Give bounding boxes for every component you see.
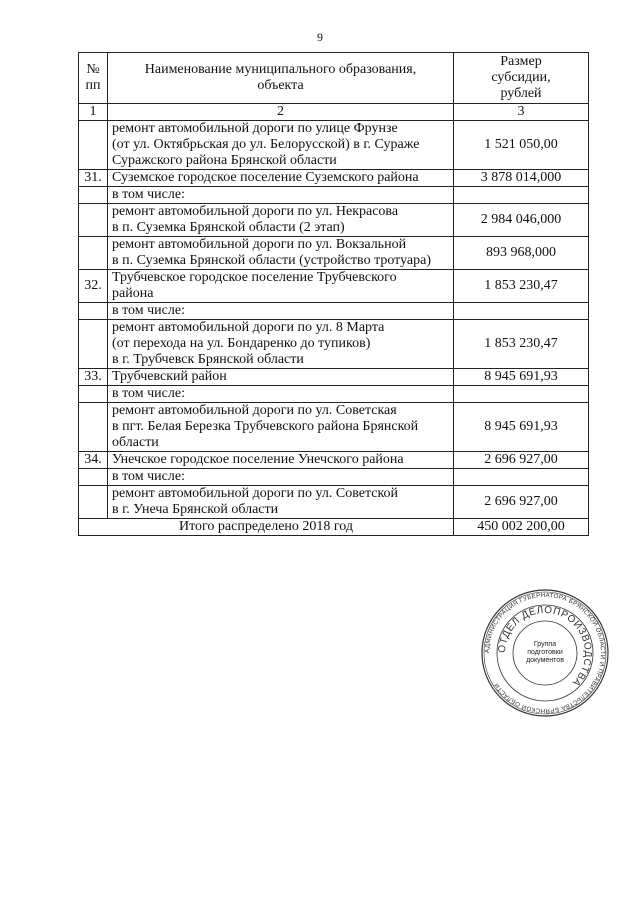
table-row <box>79 170 589 187</box>
row-number <box>79 121 108 170</box>
row-number <box>79 303 108 320</box>
row-number: 31. <box>79 170 108 187</box>
row-number <box>79 486 108 519</box>
row-amount <box>454 187 589 204</box>
row-amount <box>454 386 589 403</box>
subsidy-table <box>78 52 589 536</box>
table-row <box>79 187 589 204</box>
row-name: Трубчевское городское поселение Трубчевского района <box>108 270 454 303</box>
table-row <box>79 303 589 320</box>
column-index: 1 <box>79 104 108 121</box>
row-number <box>79 237 108 270</box>
table-row <box>79 237 589 270</box>
row-number <box>79 204 108 237</box>
total-amount: 450 002 200,00 <box>454 519 589 536</box>
stamp-center-text <box>480 588 610 718</box>
row-name: ремонт автомобильной дороги по ул. Советской в г. Унеча Брянской области <box>108 486 454 519</box>
table-row <box>79 403 589 452</box>
row-number: 33. <box>79 369 108 386</box>
row-number <box>79 187 108 204</box>
row-name: ремонт автомобильной дороги по ул. Советская в пгт. Белая Березка Трубчевского района Брянской области <box>108 403 454 452</box>
row-amount: 3 878 014,000 <box>454 170 589 187</box>
row-amount <box>454 469 589 486</box>
official-stamp <box>480 588 610 718</box>
row-name: в том числе: <box>108 469 454 486</box>
table-row <box>79 121 589 170</box>
column-index-row <box>79 104 589 121</box>
row-amount: 2 984 046,000 <box>454 204 589 237</box>
row-name: ремонт автомобильной дороги по ул. Вокзальной в п. Суземка Брянской области (устройство тротуара) <box>108 237 454 270</box>
page-number: 9 <box>317 30 323 44</box>
row-amount <box>454 303 589 320</box>
row-name: Трубчевский район <box>108 369 454 386</box>
table-row <box>79 204 589 237</box>
total-row <box>79 519 589 536</box>
column-index: 2 <box>108 104 454 121</box>
header-name: Наименование муниципального образования, объекта <box>108 53 454 104</box>
row-name: ремонт автомобильной дороги по ул. 8 Марта (от перехода на ул. Бондаренко до тупиков) в г. Трубчевск Брянской области <box>108 320 454 369</box>
row-name: в том числе: <box>108 187 454 204</box>
row-number <box>79 320 108 369</box>
row-amount: 1 853 230,47 <box>454 270 589 303</box>
table-row <box>79 320 589 369</box>
table-row <box>79 452 589 469</box>
row-number: 34. <box>79 452 108 469</box>
svg-text:ОТДЕЛ ДЕЛОПРОИЗВОДСТВА: ОТДЕЛ ДЕЛОПРОИЗВОДСТВА <box>496 604 594 689</box>
column-index: 3 <box>454 104 589 121</box>
row-amount: 2 696 927,00 <box>454 452 589 469</box>
table-row <box>79 270 589 303</box>
row-name: в том числе: <box>108 303 454 320</box>
table-row <box>79 486 589 519</box>
total-label: Итого распределено 2018 год <box>79 519 454 536</box>
header-amount: Размер субсидии, рублей <box>454 53 589 104</box>
row-number <box>79 469 108 486</box>
stamp-line: Группа <box>533 641 557 648</box>
row-number <box>79 403 108 452</box>
row-name: ремонт автомобильной дороги по улице Фрунзе (от ул. Октябрьская до ул. Белорусской) в г. Сураже Суражского района Брянской области <box>108 121 454 170</box>
header-num: № пп <box>79 53 108 104</box>
row-name: в том числе: <box>108 386 454 403</box>
table-row <box>79 369 589 386</box>
row-amount: 893 968,000 <box>454 237 589 270</box>
row-name: Унечское городское поселение Унечского района <box>108 452 454 469</box>
row-amount: 8 945 691,93 <box>454 403 589 452</box>
stamp-line: документов <box>526 657 564 664</box>
table-header-row <box>79 53 589 104</box>
stamp-line: подготовки <box>527 649 563 656</box>
table-row <box>79 469 589 486</box>
row-name: Суземское городское поселение Суземского района <box>108 170 454 187</box>
row-amount: 8 945 691,93 <box>454 369 589 386</box>
row-amount: 1 853 230,47 <box>454 320 589 369</box>
row-number <box>79 386 108 403</box>
row-amount: 1 521 050,00 <box>454 121 589 170</box>
row-amount: 2 696 927,00 <box>454 486 589 519</box>
row-name: ремонт автомобильной дороги по ул. Некрасова в п. Суземка Брянской области (2 этап) <box>108 204 454 237</box>
row-number: 32. <box>79 270 108 303</box>
svg-text:АДМИНИСТРАЦИЯ ГУБЕРНАТОРА БРЯН: АДМИНИСТРАЦИЯ ГУБЕРНАТОРА БРЯНСКОЙ ОБЛАСТИ И ПРАВИТЕЛЬСТВА БРЯНСКОЙ ОБЛАСТИ <box>483 591 607 715</box>
table-row <box>79 386 589 403</box>
